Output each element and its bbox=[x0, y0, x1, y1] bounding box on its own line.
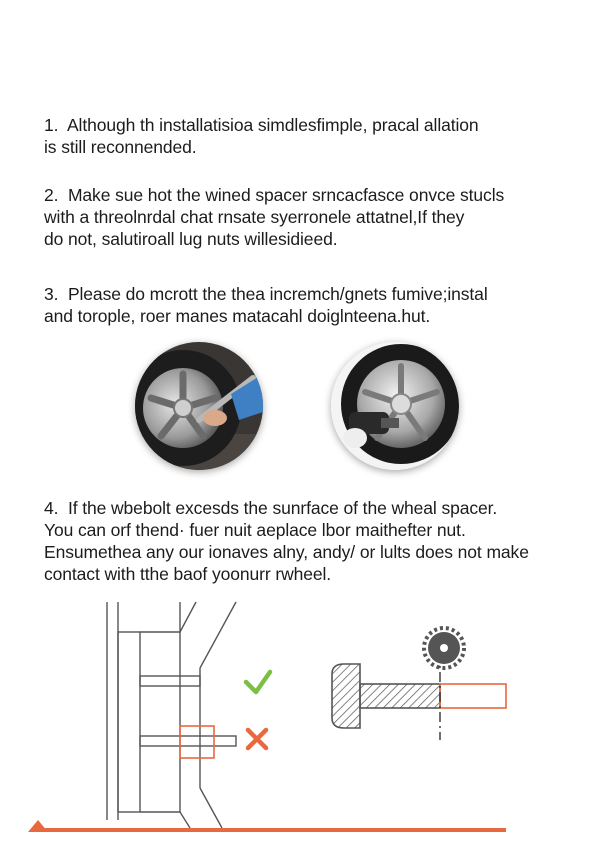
instruction-3-line-1: 3. Please do mcrott the thea incremch/gnets fumive;instal bbox=[44, 284, 488, 304]
instruction-3-number: 3. bbox=[44, 284, 59, 304]
instruction-3-line-2: and torople, roer manes matacahl doiglnteena.hut. bbox=[44, 306, 431, 326]
instruction-1-line-1: 1. Although th installatisioa simdlesfimple, pracal allation bbox=[44, 115, 479, 135]
instruction-1 bbox=[44, 114, 564, 158]
instruction-2 bbox=[44, 184, 564, 250]
impact-gun-on-wheel-photo bbox=[331, 342, 459, 470]
instruction-2-line-3: do not, salutiroall lug nuts willesidieed. bbox=[44, 229, 338, 249]
wrench-on-wheel-photo bbox=[135, 342, 263, 470]
bolt-length-diagram bbox=[0, 590, 600, 853]
saw-blade-icon bbox=[424, 628, 464, 668]
instruction-4-line-1: 4. If the wbebolt excesds the sunrface of the wheal spacer. bbox=[44, 498, 498, 518]
bolt-drawing bbox=[332, 652, 506, 740]
hub-cross-section bbox=[107, 602, 236, 828]
instruction-4-number: 4. bbox=[44, 498, 59, 518]
instruction-4-line-4: contact with tthe baof yoonurr rwheel. bbox=[44, 564, 332, 584]
bottom-rule-arrow bbox=[28, 820, 48, 832]
instruction-2-line-2: with a threolnrdal chat rnsate syerronele attatnel,If they bbox=[44, 207, 465, 227]
cross-mark-icon bbox=[248, 730, 266, 748]
instruction-1-number: 1. bbox=[44, 115, 59, 135]
instruction-2-line-1: 2. Make sue hot the wined spacer srncacfasce onvce stucls bbox=[44, 185, 505, 205]
instruction-4-line-3: Ensumethea any our ionaves alny, andy/ or lults does not make bbox=[44, 542, 529, 562]
instruction-3 bbox=[44, 283, 564, 327]
instruction-2-number: 2. bbox=[44, 185, 59, 205]
instruction-4-line-2: You can orf thend· fuer nuit aeplace lbor maithefter nut. bbox=[44, 520, 466, 540]
instruction-4 bbox=[44, 497, 564, 585]
instruction-1-line-2: is still reconnended. bbox=[44, 137, 197, 157]
check-mark-icon bbox=[246, 672, 270, 692]
spacer-highlight bbox=[180, 726, 214, 758]
